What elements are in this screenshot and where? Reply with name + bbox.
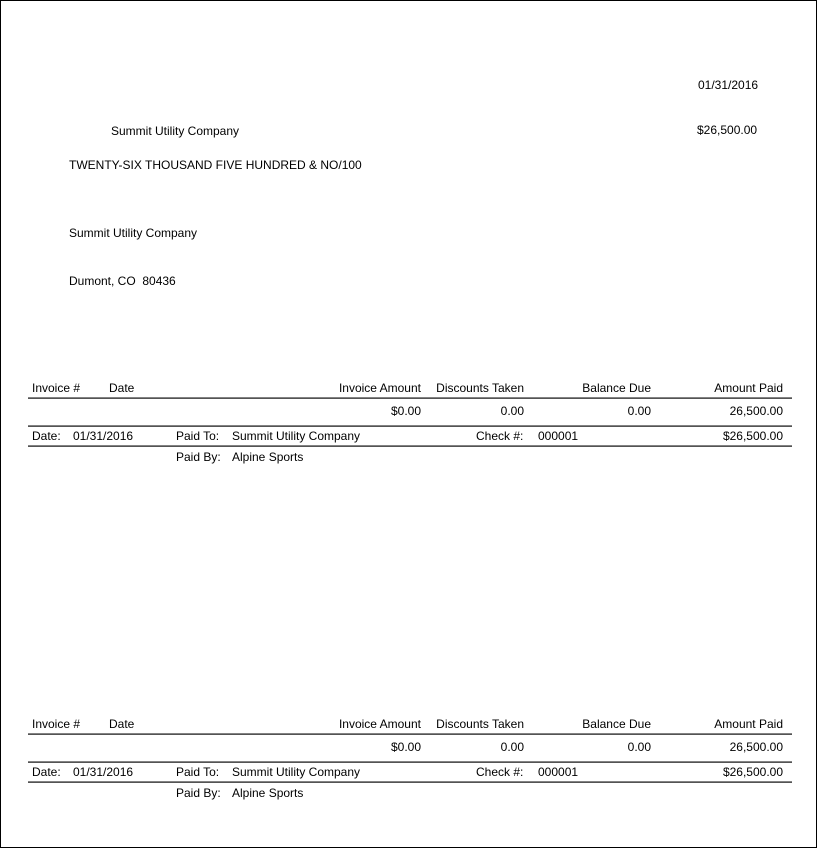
summary-amount-paid: $26,500.00 bbox=[722, 429, 783, 443]
summary-paid-to-value: Summit Utility Company bbox=[232, 429, 361, 443]
totals-balance-due: 0.00 bbox=[627, 404, 651, 418]
col-header-discounts-taken: Discounts Taken bbox=[436, 717, 524, 731]
summary-check-number-label: Check #: bbox=[476, 765, 524, 779]
check-stub-upper bbox=[1, 379, 817, 471]
col-header-invoice-number: Invoice # bbox=[32, 717, 81, 731]
payee-address-name: Summit Utility Company bbox=[69, 226, 198, 240]
summary-paid-to-label: Paid To: bbox=[176, 765, 220, 779]
paid-by-label: Paid By: bbox=[176, 786, 221, 800]
check-date: 01/31/2016 bbox=[698, 78, 759, 92]
paid-by-value: Alpine Sports bbox=[232, 786, 304, 800]
stub-header-row bbox=[1, 718, 817, 731]
col-header-balance-due: Balance Due bbox=[582, 717, 651, 731]
col-header-date: Date bbox=[109, 717, 135, 731]
header-rule bbox=[28, 733, 792, 735]
header-rule bbox=[28, 397, 792, 399]
summary-date-value: 01/31/2016 bbox=[73, 765, 134, 779]
stub-summary-row bbox=[1, 430, 817, 443]
totals-invoice-amount: $0.00 bbox=[390, 740, 421, 754]
summary-paid-to-label: Paid To: bbox=[176, 429, 220, 443]
summary-date-label: Date: bbox=[32, 429, 61, 443]
payee-mailing-address bbox=[69, 193, 197, 321]
stub-paid-by-row bbox=[1, 787, 817, 800]
summary-rule bbox=[28, 781, 792, 783]
stub-summary-row bbox=[1, 766, 817, 779]
summary-paid-to-value: Summit Utility Company bbox=[232, 765, 361, 779]
payee-address-city-state-zip: Dumont, CO 80436 bbox=[69, 274, 176, 288]
summary-amount-paid: $26,500.00 bbox=[722, 765, 783, 779]
check-amount-numeric: $26,500.00 bbox=[697, 123, 758, 137]
totals-discounts-taken: 0.00 bbox=[500, 740, 524, 754]
col-header-discounts-taken: Discounts Taken bbox=[436, 381, 524, 395]
col-header-invoice-amount: Invoice Amount bbox=[338, 381, 421, 395]
col-header-date: Date bbox=[109, 381, 135, 395]
col-header-amount-paid: Amount Paid bbox=[714, 381, 783, 395]
stub-header-row bbox=[1, 382, 817, 395]
totals-amount-paid: 26,500.00 bbox=[729, 404, 783, 418]
stub-totals-row bbox=[1, 741, 817, 754]
col-header-amount-paid: Amount Paid bbox=[714, 717, 783, 731]
totals-discounts-taken: 0.00 bbox=[500, 404, 524, 418]
totals-amount-paid: 26,500.00 bbox=[729, 740, 783, 754]
summary-check-number-value: 000001 bbox=[538, 429, 579, 443]
col-header-invoice-amount: Invoice Amount bbox=[338, 717, 421, 731]
totals-balance-due: 0.00 bbox=[627, 740, 651, 754]
stub-totals-row bbox=[1, 405, 817, 418]
paid-by-value: Alpine Sports bbox=[232, 450, 304, 464]
check-payee-name: Summit Utility Company bbox=[111, 124, 240, 138]
paid-by-label: Paid By: bbox=[176, 450, 221, 464]
summary-date-label: Date: bbox=[32, 765, 61, 779]
summary-rule bbox=[28, 445, 792, 447]
summary-check-number-value: 000001 bbox=[538, 765, 579, 779]
totals-rule bbox=[28, 761, 792, 763]
stub-paid-by-row bbox=[1, 451, 817, 464]
col-header-invoice-number: Invoice # bbox=[32, 381, 81, 395]
summary-date-value: 01/31/2016 bbox=[73, 429, 134, 443]
summary-check-number-label: Check #: bbox=[476, 429, 524, 443]
totals-invoice-amount: $0.00 bbox=[390, 404, 421, 418]
check-amount-in-words: TWENTY-SIX THOUSAND FIVE HUNDRED & NO/100 bbox=[69, 158, 362, 172]
totals-rule bbox=[28, 425, 792, 427]
col-header-balance-due: Balance Due bbox=[582, 381, 651, 395]
check-stub-lower bbox=[1, 715, 817, 807]
